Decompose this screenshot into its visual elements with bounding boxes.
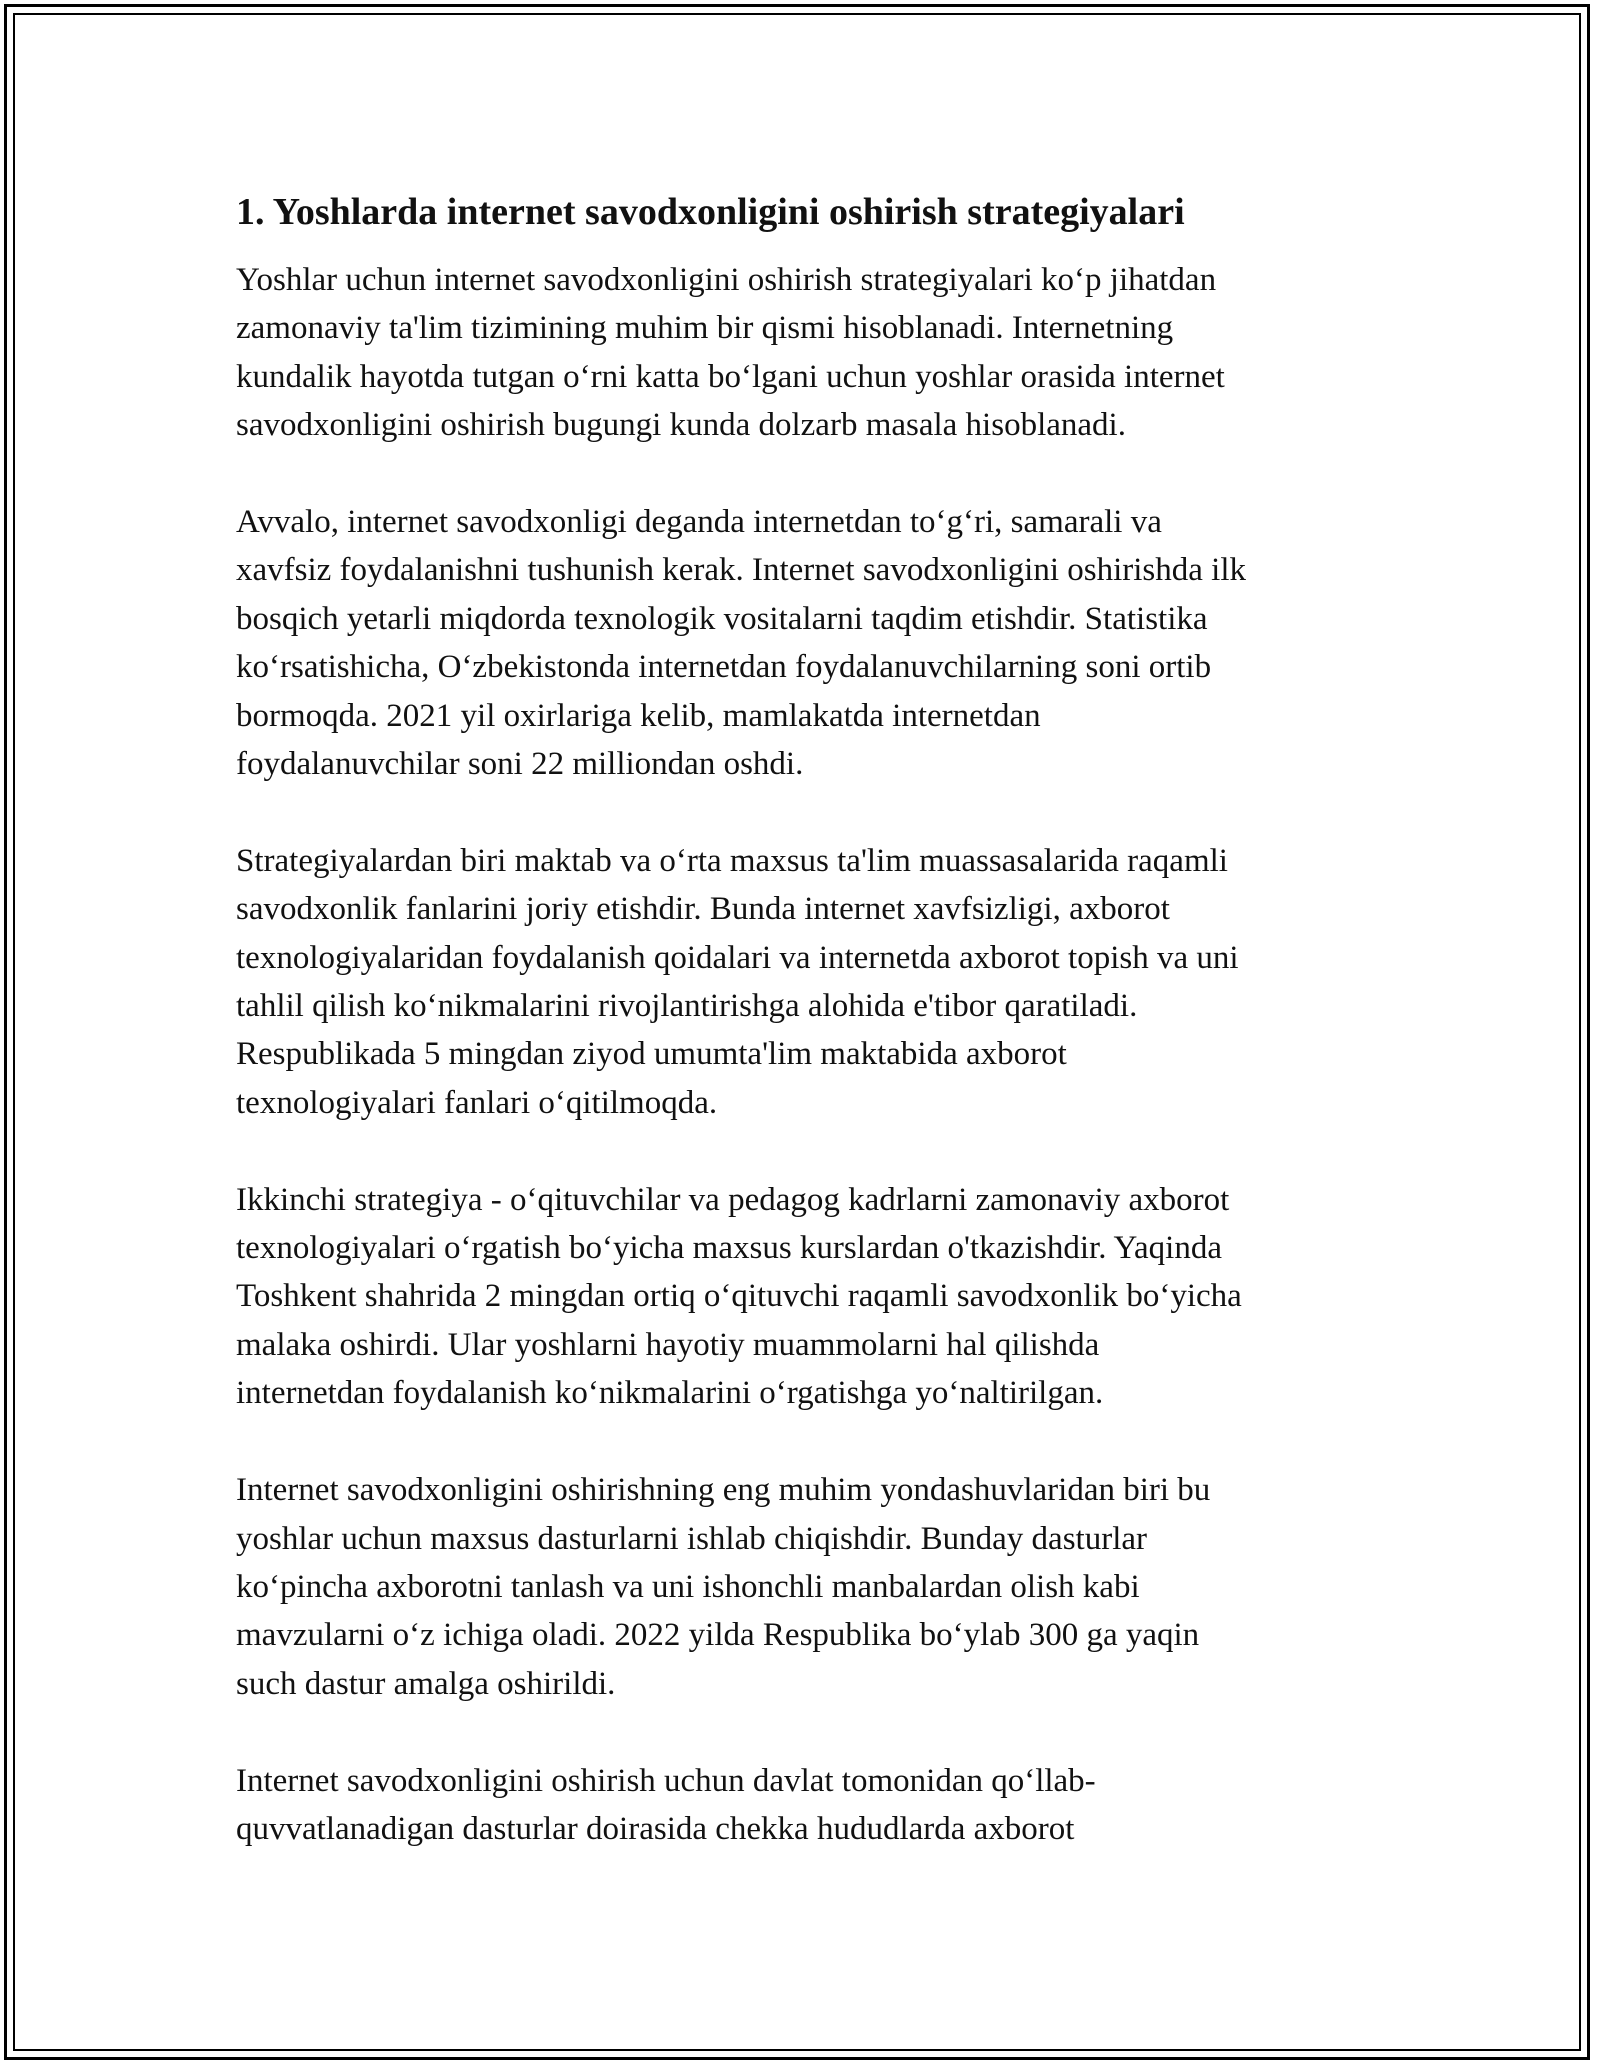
paragraph-line: kundalik hayotda tutgan o‘rni katta bo‘lgani uchun yoshlar orasida internet [236,358,1225,395]
paragraph-line: Internet savodxonligini oshirishning eng muhim yondashuvlaridan biri bu [236,1472,1211,1509]
paragraph-line: texnologiyalari fanlari o‘qitilmoqda. [236,1084,718,1121]
paragraph-line: tahlil qilish ko‘nikmalarini rivojlantirishga alohida e'tibor qaratiladi. [236,988,1138,1025]
paragraph-line: ko‘rsatishicha, O‘zbekistonda internetdan foydalanuvchilarning soni ortib [236,649,1212,686]
paragraph-teacher-strategy [236,1176,1376,1418]
paragraph-definition [236,498,1376,788]
paragraph-line: yoshlar uchun maxsus dasturlarni ishlab chiqishdir. Bunday dasturlar [236,1520,1148,1557]
paragraph-line: such dastur amalga oshirildi. [236,1665,616,1702]
paragraph-line: zamonaviy ta'lim tizimining muhim bir qismi hisoblanadi. Internetning [236,310,1174,347]
paragraph-line: mavzularni o‘z ichiga oladi. 2022 yilda Respublika bo‘ylab 300 ga yaqin [236,1617,1200,1654]
paragraph-line: Avvalo, internet savodxonligi deganda internetdan to‘g‘ri, samarali va [236,504,1162,541]
paragraph-line: Yoshlar uchun internet savodxonligini oshirish strategiyalari ko‘p jihatdan [236,262,1217,298]
paragraph-line: bormoqda. 2021 yil oxirlariga kelib, mamlakatda internetdan [236,697,1041,734]
paragraph-line: savodxonlik fanlarini joriy etishdir. Bunda internet xavfsizligi, axborot [236,891,1170,928]
paragraph-line: Respublikada 5 mingdan ziyod umumta'lim maktabida axborot [236,1036,1067,1073]
paragraph-line: Strategiyalardan biri maktab va o‘rta maxsus ta'lim muassasalarida raqamli [236,842,1228,879]
paragraph-line: foydalanuvchilar soni 22 milliondan oshdi. [236,746,804,783]
paragraph-line: Toshkent shahrida 2 mingdan ortiq o‘qituvchi raqamli savodxonlik bo‘yicha [236,1278,1242,1315]
document-body [236,188,1376,1902]
paragraph-line: Ikkinchi strategiya - o‘qituvchilar va pedagog kadrlarni zamonaviy axborot [236,1181,1230,1218]
paragraph-intro [236,256,1376,450]
section-heading: 1. Yoshlarda internet savodxonligini oshirish strategiyalari [236,191,1185,233]
paragraph-programs [236,1466,1376,1708]
paragraph-line: texnologiyalaridan foydalanish qoidalari va internetda axborot topish va uni [236,939,1239,976]
paragraph-line: xavfsiz foydalanishni tushunish kerak. Internet savodxonligini oshirishda ilk [236,552,1246,589]
paragraph-line: ko‘pincha axborotni tanlash va uni ishonchli manbalardan olish kabi [236,1568,1140,1605]
paragraph-line: malaka oshirdi. Ular yoshlarni hayotiy muammolarni hal qilishda [236,1326,1100,1363]
paragraph-line: quvvatlanadigan dasturlar doirasida chekka hududlarda axborot [236,1810,1075,1847]
paragraph-line: texnologiyalari o‘rgatish bo‘yicha maxsus kurslardan o'tkazishdir. Yaqinda [236,1230,1222,1267]
paragraph-line: internetdan foydalanish ko‘nikmalarini o‘rgatishga yo‘naltirilgan. [236,1375,1104,1412]
paragraph-line: savodxonligini oshirish bugungi kunda dolzarb masala hisoblanadi. [236,407,1126,444]
paragraph-line: bosqich yetarli miqdorda texnologik vositalarni taqdim etishdir. Statistika [236,600,1208,637]
paragraph-state-support [236,1757,1376,1854]
paragraph-line: Internet savodxonligini oshirish uchun davlat tomonidan qo‘llab- [236,1762,1096,1799]
paragraph-school-strategy [236,837,1376,1127]
